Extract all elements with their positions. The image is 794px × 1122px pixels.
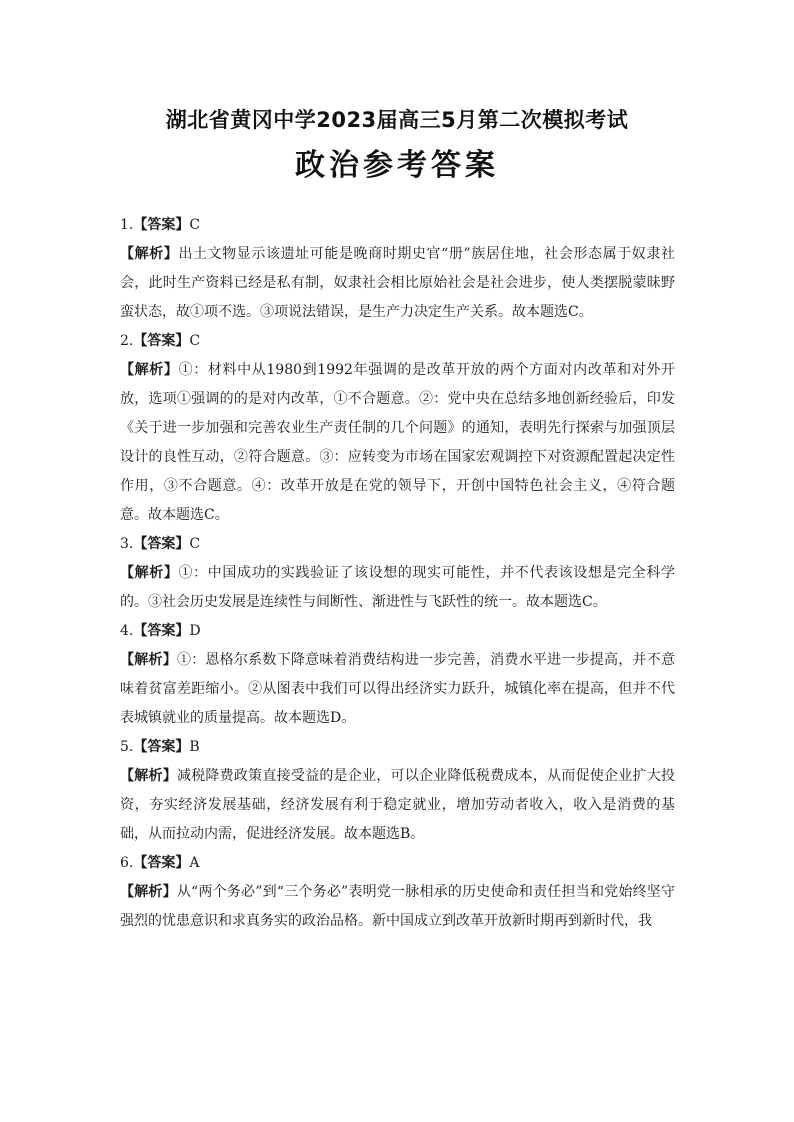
answer-line <box>120 733 675 762</box>
answer-value: C <box>189 333 201 349</box>
explanation-label: 【解析】 <box>120 362 179 378</box>
question-number: 2. <box>120 333 134 349</box>
explanation-text: 减税降费政策直接受益的是企业，可以企业降低税费成本，从而促使企业扩大投资，夯实经济发展基础，经济发展有利于稳定就业，增加劳动者收入，收入是消费的基础，从而拉动内需，促进经济发展。故本题选B。 <box>120 768 676 842</box>
question-item <box>120 849 675 936</box>
explanation-paragraph <box>120 356 675 530</box>
question-item <box>120 211 675 327</box>
explanation-text: 从“两个务必”到“三个务必”表明党一脉相承的历史使命和责任担当和党始终坚守强烈的忧患意识和求真务实的政治品格。新中国成立到改革开放新时期再到新时代，我 <box>120 884 675 929</box>
answer-value: C <box>189 536 201 552</box>
document-subtitle: 政治参考答案 <box>295 148 499 183</box>
explanation-paragraph <box>120 646 675 733</box>
question-number: 5. <box>120 739 134 755</box>
answer-value: C <box>189 217 201 233</box>
explanation-paragraph <box>120 240 675 327</box>
answer-label: 【答案】 <box>133 739 190 755</box>
question-number: 6. <box>120 855 134 871</box>
question-item <box>120 530 675 617</box>
question-item <box>120 733 675 849</box>
answer-label: 【答案】 <box>133 855 190 871</box>
document-title: 湖北省黄冈中学2023届高三5月第二次模拟考试 <box>165 108 629 132</box>
explanation-text: 出土文物显示该遗址可能是晚商时期史官“册”族居住地，社会形态属于奴隶社会，此时生产资料已经是私有制，奴隶社会相比原始社会是社会进步，使人类摆脱蒙昧野蛮状态，故①项不选。③项说法错误，是生产力决定生产关系。故本题选C。 <box>120 246 676 320</box>
question-item <box>120 327 675 530</box>
question-number: 1. <box>120 217 134 233</box>
explanation-label: 【解析】 <box>120 246 179 262</box>
answer-line <box>120 617 675 646</box>
explanation-label: 【解析】 <box>120 565 179 581</box>
answer-value: A <box>189 855 200 871</box>
explanation-text: ①：材料中从1980到1992年强调的是改革开放的两个方面对内改革和对外开放，选项①强调的的是对内改革，①不合题意。②：党中央在总结多地创新经验后，印发《关于进一步加强和完善农业生产责任制的几个问题》的通知，表明先行探索与加强顶层设计的良性互动，②符合题意。③：应转变为市场在国家宏观调控下对资源配置起决定性作用，③不合题意。④：改革开放是在党的领导下，开创中国特色社会主义，④符合题意。故本题选C。 <box>120 362 675 523</box>
question-item <box>120 617 675 733</box>
answer-label: 【答案】 <box>133 333 190 349</box>
explanation-paragraph <box>120 878 675 936</box>
explanation-text: ①：恩格尔系数下降意味着消费结构进一步完善，消费水平进一步提高，并不意味着贫富差距缩小。②从图表中我们可以得出经济实力跃升，城镇化率在提高，但并不代表城镇就业的质量提高。故本题选D。 <box>120 652 676 726</box>
answer-list <box>120 211 675 936</box>
answer-value: B <box>189 739 200 755</box>
explanation-label: 【解析】 <box>120 652 177 668</box>
explanation-paragraph <box>120 762 675 849</box>
answer-label: 【答案】 <box>133 217 190 233</box>
answer-line <box>120 530 675 559</box>
answer-line <box>120 211 675 240</box>
answer-value: D <box>189 623 201 639</box>
answer-label: 【答案】 <box>133 623 190 639</box>
answer-label: 【答案】 <box>133 536 190 552</box>
answer-line <box>120 849 675 878</box>
question-number: 4. <box>120 623 134 639</box>
explanation-label: 【解析】 <box>120 768 177 784</box>
explanation-paragraph <box>120 559 675 617</box>
explanation-label: 【解析】 <box>120 884 177 900</box>
answer-line <box>120 327 675 356</box>
explanation-text: ①：中国成功的实践验证了该设想的现实可能性，并不代表该设想是完全科学的。③社会历史发展是连续性与间断性、渐进性与飞跃性的统一。故本题选C。 <box>120 565 676 610</box>
question-number: 3. <box>120 536 134 552</box>
